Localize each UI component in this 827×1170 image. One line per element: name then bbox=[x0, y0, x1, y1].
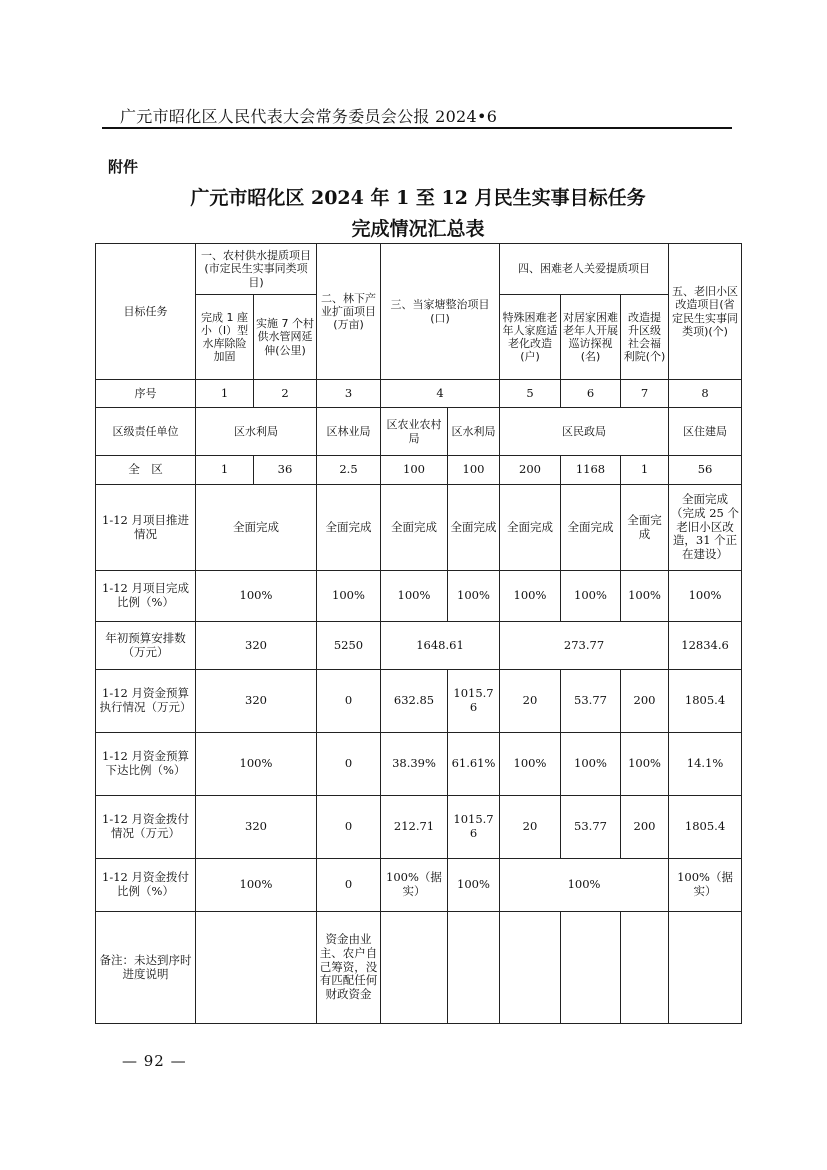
table-cell bbox=[448, 912, 500, 1024]
table-cell: 5250 bbox=[317, 622, 381, 670]
row-label: 1-12 月资金拨付比例（%） bbox=[96, 859, 196, 912]
table-cell: 1 bbox=[196, 456, 254, 485]
table-cell: 1805.4 bbox=[669, 796, 742, 859]
group-pond: 三、当家塘整治项目(口) bbox=[381, 244, 500, 380]
table-cell: 1 bbox=[621, 456, 669, 485]
table-cell: 4 bbox=[381, 380, 500, 408]
table-cell: 20 bbox=[500, 796, 561, 859]
table-cell: 56 bbox=[669, 456, 742, 485]
table-cell: 100% bbox=[621, 733, 669, 796]
table-cell: 资金由业主、农户自己筹资，没有匹配任何财政资金 bbox=[317, 912, 381, 1024]
row-label: 备注：未达到序时进度说明 bbox=[96, 912, 196, 1024]
table-cell: 6 bbox=[561, 380, 621, 408]
table-cell: 0 bbox=[317, 733, 381, 796]
table-cell: 320 bbox=[196, 796, 317, 859]
table-cell bbox=[669, 912, 742, 1024]
table-cell: 全面完成 bbox=[196, 485, 317, 571]
unit-civil: 区民政局 bbox=[500, 408, 669, 456]
table-cell: 53.77 bbox=[561, 670, 621, 733]
row-label: 1-12 月资金拨付情况（万元） bbox=[96, 796, 196, 859]
table-cell: 100% bbox=[669, 571, 742, 622]
unit-agri: 区农业农村局 bbox=[381, 408, 448, 456]
table-cell: 100% bbox=[448, 571, 500, 622]
table-cell: 全面完成（完成 25 个老旧小区改造，31 个正在建设） bbox=[669, 485, 742, 571]
table-cell: 200 bbox=[621, 670, 669, 733]
table-cell: 0 bbox=[317, 670, 381, 733]
row-label: 1-12 月项目推进情况 bbox=[96, 485, 196, 571]
sub-welfare-house: 改造提升区级社会福利院(个) bbox=[621, 295, 669, 380]
table-cell: 100% bbox=[448, 859, 500, 912]
title-line-2: 完成情况汇总表 bbox=[351, 218, 485, 240]
table-cell: 2.5 bbox=[317, 456, 381, 485]
target-task-header: 目标任务 bbox=[96, 244, 196, 380]
table-cell: 3 bbox=[317, 380, 381, 408]
row-label: 1-12 月资金预算执行情况（万元） bbox=[96, 670, 196, 733]
table-cell: 100%（据实） bbox=[381, 859, 448, 912]
table-cell: 100% bbox=[196, 733, 317, 796]
table-cell: 全面完成 bbox=[621, 485, 669, 571]
table-cell: 212.71 bbox=[381, 796, 448, 859]
table-cell: 100 bbox=[381, 456, 448, 485]
table-cell: 14.1% bbox=[669, 733, 742, 796]
table-cell: 0 bbox=[317, 796, 381, 859]
table-cell: 200 bbox=[621, 796, 669, 859]
title-line-1: 广元市昭化区 2024 年 1 至 12 月民生实事目标任务 bbox=[190, 187, 646, 209]
table-cell: 38.39% bbox=[381, 733, 448, 796]
table-cell: 全面完成 bbox=[448, 485, 500, 571]
table-cell: 61.61% bbox=[448, 733, 500, 796]
table-cell: 100% bbox=[500, 571, 561, 622]
table-cell: 1805.4 bbox=[669, 670, 742, 733]
row-label: 区级责任单位 bbox=[96, 408, 196, 456]
table-cell: 全面完成 bbox=[500, 485, 561, 571]
group-elderly: 四、困难老人关爱提质项目 bbox=[500, 244, 669, 295]
table-cell: 全面完成 bbox=[381, 485, 448, 571]
attachment-label: 附件 bbox=[108, 158, 139, 176]
table-cell: 36 bbox=[254, 456, 317, 485]
unit-housing: 区住建局 bbox=[669, 408, 742, 456]
table-cell: 1 bbox=[196, 380, 254, 408]
row-label: 全 区 bbox=[96, 456, 196, 485]
row-label: 1-12 月项目完成比例（%） bbox=[96, 571, 196, 622]
sub-reservoir: 完成 1 座小（I）型水库除险加固 bbox=[196, 295, 254, 380]
table-cell: 0 bbox=[317, 859, 381, 912]
table-cell: 100 bbox=[448, 456, 500, 485]
table-cell: 100%（据实） bbox=[669, 859, 742, 912]
table-cell: 100% bbox=[317, 571, 381, 622]
table-cell: 100% bbox=[500, 733, 561, 796]
table-cell bbox=[381, 912, 448, 1024]
summary-table bbox=[95, 243, 742, 1024]
table-cell: 100% bbox=[381, 571, 448, 622]
table-cell: 100% bbox=[500, 859, 669, 912]
table-cell bbox=[621, 912, 669, 1024]
table-cell: 320 bbox=[196, 622, 317, 670]
table-cell: 100% bbox=[196, 859, 317, 912]
unit-water-2: 区水利局 bbox=[448, 408, 500, 456]
header-rule bbox=[102, 127, 732, 129]
group-water-supply: 一、农村供水提质项目(市定民生实事同类项目) bbox=[196, 244, 317, 295]
table-cell: 273.77 bbox=[500, 622, 669, 670]
table-cell: 2 bbox=[254, 380, 317, 408]
unit-water: 区水利局 bbox=[196, 408, 317, 456]
row-label: 年初预算安排数（万元） bbox=[96, 622, 196, 670]
sub-pipeline: 实施 7 个村供水管网延伸(公里) bbox=[254, 295, 317, 380]
table-cell: 1015.76 bbox=[448, 670, 500, 733]
table-cell: 5 bbox=[500, 380, 561, 408]
sub-elderly-home: 特殊困难老年人家庭适老化改造(户) bbox=[500, 295, 561, 380]
table-cell bbox=[500, 912, 561, 1024]
row-label: 序号 bbox=[96, 380, 196, 408]
group-old-community: 五、老旧小区改造项目(省定民生实事同类项)(个) bbox=[669, 244, 742, 380]
table-cell: 全面完成 bbox=[561, 485, 621, 571]
table-cell: 全面完成 bbox=[317, 485, 381, 571]
row-label: 1-12 月资金预算下达比例（%） bbox=[96, 733, 196, 796]
gazette-header: 广元市昭化区人民代表大会常务委员会公报 2024•6 bbox=[120, 107, 498, 126]
table-cell bbox=[561, 912, 621, 1024]
table-cell: 8 bbox=[669, 380, 742, 408]
table-cell: 320 bbox=[196, 670, 317, 733]
table-cell: 20 bbox=[500, 670, 561, 733]
page-number: — 92 — bbox=[122, 1052, 187, 1070]
table-cell: 1168 bbox=[561, 456, 621, 485]
table-cell: 100% bbox=[621, 571, 669, 622]
table-cell: 100% bbox=[561, 571, 621, 622]
table-cell: 632.85 bbox=[381, 670, 448, 733]
group-forest: 二、林下产业扩面项目(万亩) bbox=[317, 244, 381, 380]
sub-elderly-visit: 对居家困难老年人开展巡访探视(名) bbox=[561, 295, 621, 380]
table-cell bbox=[196, 912, 317, 1024]
unit-forest: 区林业局 bbox=[317, 408, 381, 456]
table-cell: 7 bbox=[621, 380, 669, 408]
table-cell: 1015.76 bbox=[448, 796, 500, 859]
table-cell: 100% bbox=[196, 571, 317, 622]
table-cell: 100% bbox=[561, 733, 621, 796]
table-cell: 200 bbox=[500, 456, 561, 485]
table-cell: 12834.6 bbox=[669, 622, 742, 670]
table-cell: 53.77 bbox=[561, 796, 621, 859]
table-cell: 1648.61 bbox=[381, 622, 500, 670]
